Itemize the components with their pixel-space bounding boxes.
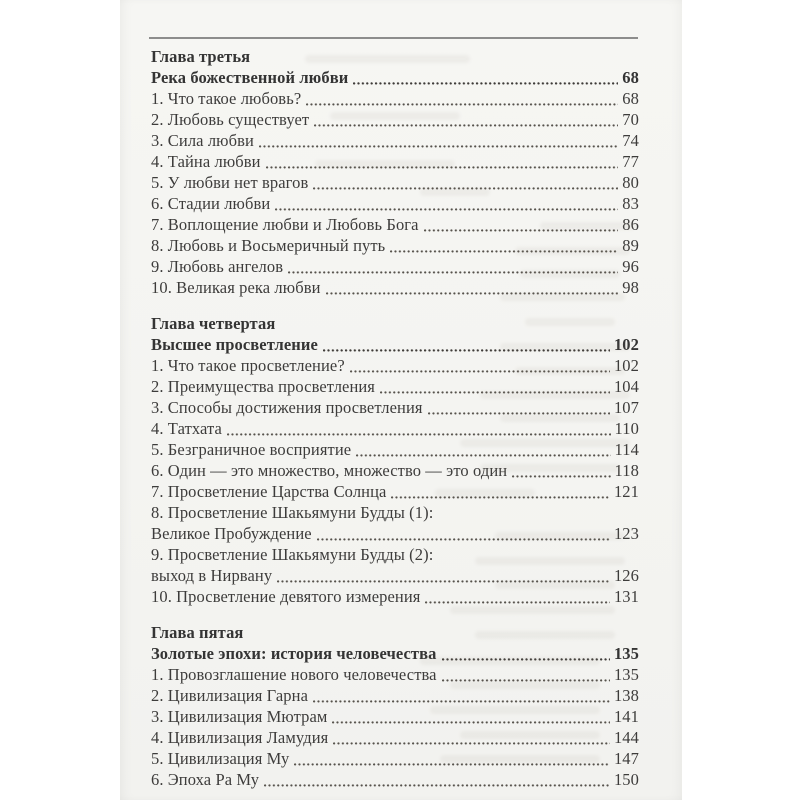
toc-entry-label: 2. Любовь существует [151, 110, 310, 129]
toc-entry-row [151, 172, 639, 193]
toc-entry-page: 110 [614, 419, 639, 438]
toc-entry-label: 5. Безграничное восприятие [151, 440, 352, 459]
dot-leader [512, 475, 610, 478]
toc-entry-page: 135 [613, 665, 639, 684]
toc-entry-row [151, 151, 639, 172]
toc-entry-page: 138 [613, 686, 639, 705]
toc-entry-label: выход в Нирвану [151, 566, 273, 585]
toc-entry-row [151, 481, 639, 502]
toc-entry-label: 7. Просветление Царства Солнца [151, 482, 387, 501]
header-rule [149, 37, 638, 39]
toc-entry-row [151, 418, 639, 439]
toc-entry-page: 104 [613, 377, 639, 396]
toc-chapter-block [151, 313, 639, 607]
chapter-title-row [151, 334, 639, 355]
dot-leader [317, 538, 610, 541]
toc-entry-label: Великое Пробуждение [151, 524, 312, 543]
chapter-label-row [151, 313, 639, 334]
toc-entry-page: 74 [622, 131, 639, 150]
chapter-label-row [151, 46, 639, 67]
toc-entry-row [151, 130, 639, 151]
chapter-page-number: 68 [622, 68, 639, 87]
chapter-title-row [151, 67, 639, 88]
toc-entry-page: 83 [622, 194, 639, 213]
chapter-title: Высшее просветление [151, 335, 318, 354]
toc-entry-label: 4. Татхата [151, 419, 222, 438]
toc-entry-row [151, 439, 639, 460]
toc-entry-row [151, 109, 639, 130]
toc-entry-label: 1. Что такое любовь? [151, 89, 302, 108]
toc-entry-label: 9. Просветление Шакьямуни Будды (2): [151, 545, 434, 564]
chapter-label: Глава четвертая [151, 314, 276, 333]
dot-leader [313, 700, 610, 703]
chapter-title-row [151, 643, 639, 664]
toc-entry-page: 141 [613, 707, 639, 726]
chapter-label: Глава третья [151, 47, 251, 66]
toc-entry-row [151, 277, 639, 298]
toc-entry-label: 2. Цивилизация Гарна [151, 686, 309, 705]
dot-leader [288, 271, 618, 274]
toc-entry-page: 77 [622, 152, 639, 171]
toc-entry-label: 10. Великая река любви [151, 278, 321, 297]
toc-entry-row [151, 685, 639, 706]
dot-leader [391, 496, 610, 499]
toc-chapter-block [151, 46, 639, 298]
toc-entry-row [151, 565, 639, 586]
toc-entry-page: 96 [622, 257, 639, 276]
toc-entry-row [151, 748, 639, 769]
chapter-label-row [151, 622, 639, 643]
table-of-contents [151, 46, 639, 790]
toc-entry-label: 9. Любовь ангелов [151, 257, 284, 276]
dot-leader [380, 391, 610, 394]
dot-leader [264, 784, 610, 787]
dot-leader [425, 601, 609, 604]
toc-entry-label: 5. У любви нет врагов [151, 173, 309, 192]
toc-entry-page: 126 [613, 566, 639, 585]
toc-entry-page: 68 [622, 89, 639, 108]
dot-leader [275, 208, 618, 211]
toc-entry-row [151, 523, 639, 544]
book-page [120, 0, 682, 800]
toc-entry-page: 107 [613, 398, 639, 417]
dot-leader [277, 580, 610, 583]
toc-entry-row [151, 502, 639, 523]
toc-entry-page: 147 [613, 749, 639, 768]
toc-entry-page: 89 [622, 236, 639, 255]
dot-leader [314, 124, 618, 127]
dot-leader [313, 187, 618, 190]
toc-entry-label: 6. Эпоха Ра Му [151, 770, 260, 789]
dot-leader [353, 82, 618, 85]
toc-entry-label: 1. Провозглашение нового человечества [151, 665, 437, 684]
toc-entry-label: 4. Цивилизация Ламудия [151, 728, 329, 747]
toc-entry-label: 8. Любовь и Восьмеричный путь [151, 236, 386, 255]
toc-entry-page: 131 [613, 587, 639, 606]
toc-entry-label: 3. Сила любви [151, 131, 254, 150]
toc-entry-row [151, 586, 639, 607]
toc-entry-page: 80 [622, 173, 639, 192]
toc-entry-row [151, 664, 639, 685]
dot-leader [356, 454, 610, 457]
toc-entry-row [151, 193, 639, 214]
toc-entry-page: 70 [622, 110, 639, 129]
toc-entry-row [151, 460, 639, 481]
dot-leader [323, 349, 610, 352]
dot-leader [259, 145, 618, 148]
toc-entry-label: 3. Цивилизация Мютрам [151, 707, 328, 726]
dot-leader [266, 166, 619, 169]
dot-leader [424, 229, 619, 232]
toc-chapter-block [151, 622, 639, 790]
toc-entry-label: 7. Воплощение любви и Любовь Бога [151, 215, 419, 234]
toc-entry-row [151, 355, 639, 376]
toc-entry-page: 118 [614, 461, 639, 480]
chapter-page-number: 135 [613, 644, 639, 663]
chapter-title: Золотые эпохи: история человечества [151, 644, 437, 663]
toc-entry-page: 144 [613, 728, 639, 747]
toc-entry-row [151, 706, 639, 727]
dot-leader [326, 292, 619, 295]
dot-leader [428, 412, 610, 415]
toc-entry-row [151, 769, 639, 790]
dot-leader [332, 721, 609, 724]
toc-entry-row [151, 214, 639, 235]
dot-leader [294, 763, 610, 766]
toc-entry-row [151, 397, 639, 418]
toc-entry-label: 5. Цивилизация Му [151, 749, 290, 768]
dot-leader [227, 433, 611, 436]
toc-entry-label: 2. Преимущества просветления [151, 377, 375, 396]
chapter-label: Глава пятая [151, 623, 244, 642]
toc-entry-page: 98 [622, 278, 639, 297]
toc-entry-page: 114 [614, 440, 639, 459]
toc-entry-page: 86 [622, 215, 639, 234]
toc-entry-page: 102 [613, 356, 639, 375]
chapter-page-number: 102 [613, 335, 639, 354]
toc-entry-label: 10. Просветление девятого измерения [151, 587, 421, 606]
dot-leader [350, 370, 610, 373]
toc-entry-label: 8. Просветление Шакьямуни Будды (1): [151, 503, 434, 522]
dot-leader [442, 658, 610, 661]
toc-entry-label: 1. Что такое просветление? [151, 356, 345, 375]
toc-entry-row [151, 727, 639, 748]
toc-entry-label: 3. Способы достижения просветления [151, 398, 423, 417]
toc-entry-label: 6. Один — это множество, множество — это один [151, 461, 508, 480]
toc-entry-row [151, 88, 639, 109]
dot-leader [442, 679, 610, 682]
toc-entry-label: 4. Тайна любви [151, 152, 261, 171]
toc-entry-page: 123 [613, 524, 639, 543]
toc-entry-page: 150 [613, 770, 639, 789]
toc-entry-row [151, 256, 639, 277]
toc-entry-row [151, 376, 639, 397]
toc-entry-page: 121 [613, 482, 639, 501]
dot-leader [306, 103, 618, 106]
toc-entry-label: 6. Стадии любви [151, 194, 271, 213]
dot-leader [333, 742, 610, 745]
chapter-title: Река божественной любви [151, 68, 349, 87]
toc-entry-row [151, 544, 639, 565]
dot-leader [390, 250, 618, 253]
toc-entry-row [151, 235, 639, 256]
